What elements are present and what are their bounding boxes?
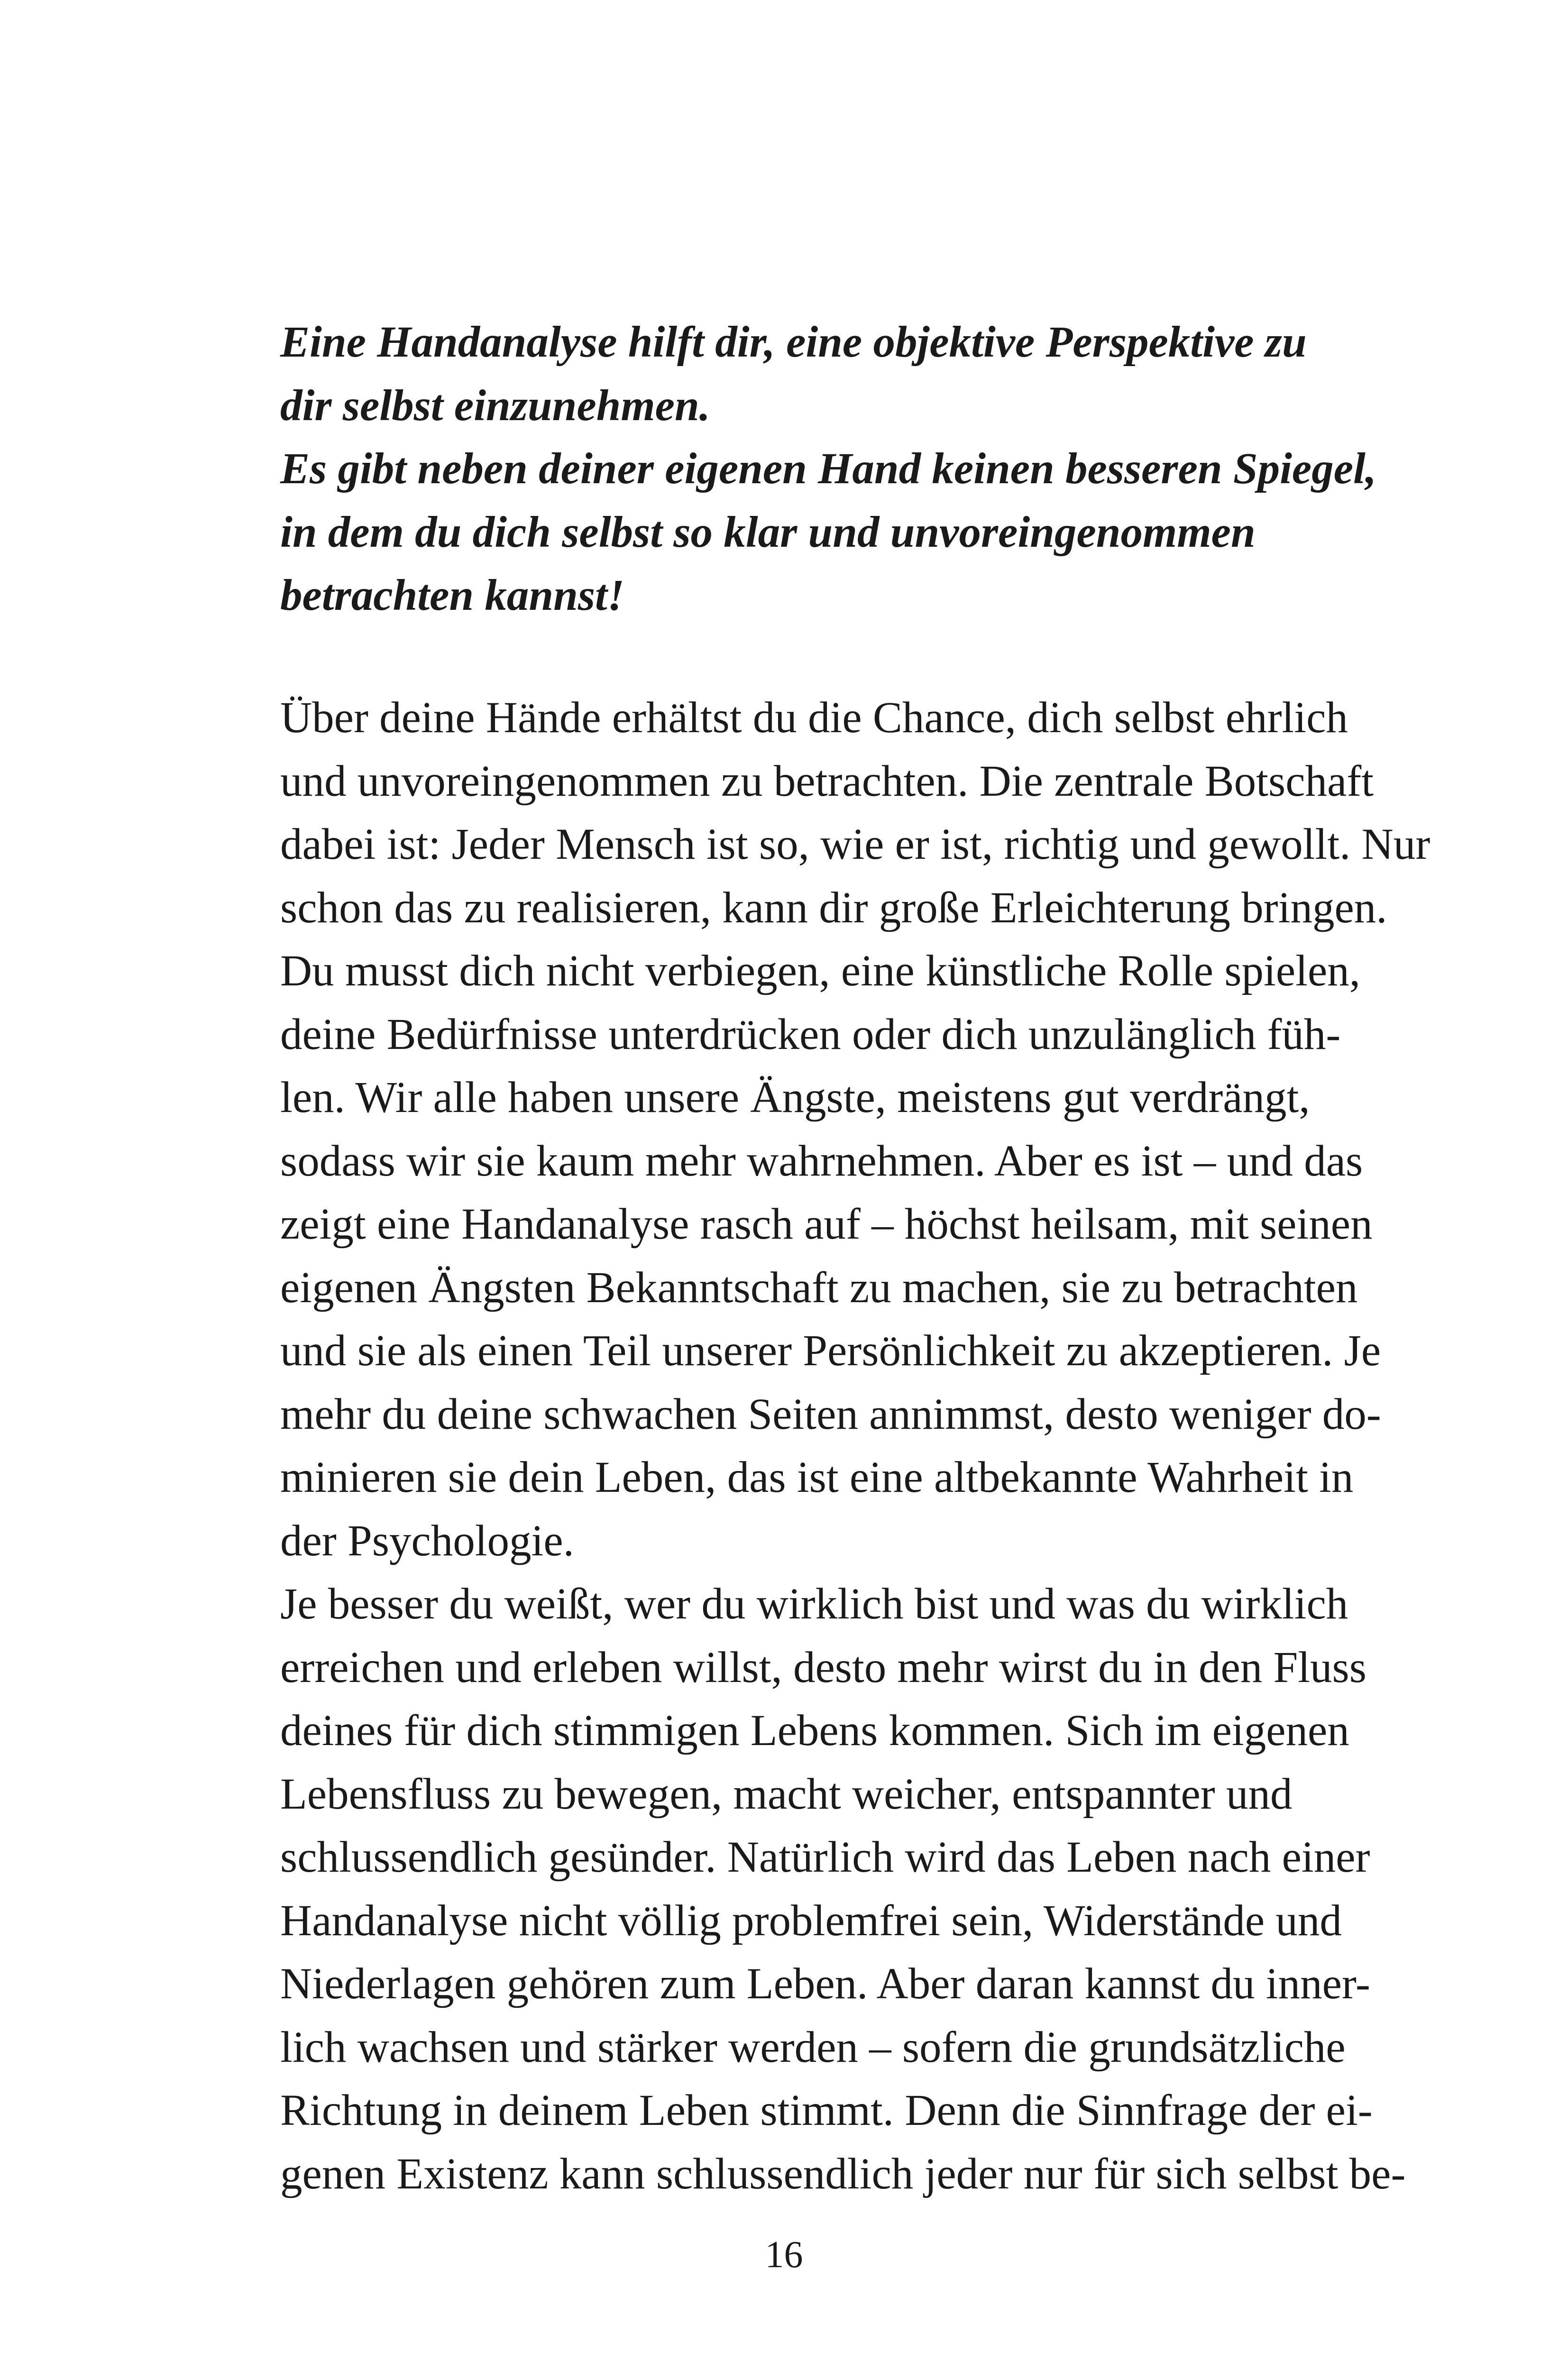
body-line: Niederlagen gehören zum Leben. Aber daran kannst du inner- bbox=[280, 1959, 1370, 2008]
paragraph-1 bbox=[280, 686, 1430, 1572]
body-line: erreichen und erleben willst, desto mehr wirst du in den Fluss bbox=[280, 1643, 1366, 1692]
body-text bbox=[280, 686, 1430, 2206]
body-line: Lebensfluss zu bewegen, macht weicher, entspannter und bbox=[280, 1769, 1293, 1819]
intro-line: dir selbst einzunehmen. bbox=[280, 381, 710, 430]
body-line: und unvoreingenommen zu betrachten. Die zentrale Botschaft bbox=[280, 756, 1374, 806]
body-line: Du musst dich nicht verbiegen, eine künstliche Rolle spielen, bbox=[280, 947, 1361, 995]
body-line: und sie als einen Teil unserer Persönlichkeit zu akzeptieren. Je bbox=[280, 1326, 1381, 1375]
body-line: Handanalyse nicht völlig problemfrei sein, Widerstände und bbox=[280, 1896, 1342, 1945]
body-line: Richtung in deinem Leben stimmt. Denn die Sinnfrage der ei- bbox=[280, 2086, 1373, 2135]
body-line: Über deine Hände erhältst du die Chance, dich selbst ehrlich bbox=[280, 693, 1348, 742]
intro-line: in dem du dich selbst so klar und unvoreingenommen bbox=[280, 507, 1256, 557]
body-line: minieren sie dein Leben, das ist eine altbekannte Wahrheit in bbox=[280, 1453, 1354, 1502]
body-line: schlussendlich gesünder. Natürlich wird das Leben nach einer bbox=[280, 1833, 1370, 1882]
intro-line: Eine Handanalyse hilft dir, eine objektive Perspektive zu bbox=[280, 318, 1307, 367]
body-line: deine Bedürfnisse unterdrücken oder dich unzulänglich füh- bbox=[280, 1010, 1341, 1059]
body-line: deines für dich stimmigen Lebens kommen. Sich im eigenen bbox=[280, 1706, 1349, 1755]
paragraph-2 bbox=[280, 1572, 1406, 2206]
body-line: eigenen Ängsten Bekanntschaft zu machen, sie zu betrachten bbox=[280, 1263, 1358, 1312]
intro-line: Es gibt neben deiner eigenen Hand keinen besseren Spiegel, bbox=[280, 444, 1377, 493]
body-line: Je besser du weißt, wer du wirklich bist und was du wirklich bbox=[280, 1580, 1348, 1628]
body-line: der Psychologie. bbox=[280, 1516, 574, 1565]
body-line: lich wachsen und stärker werden – sofern die grundsätzliche bbox=[280, 2022, 1346, 2072]
body-line: dabei ist: Jeder Mensch ist so, wie er ist, richtig und gewollt. Nur bbox=[280, 820, 1430, 869]
intro-line: betrachten kannst! bbox=[280, 571, 625, 620]
body-line: genen Existenz kann schlussendlich jeder nur für sich selbst be- bbox=[280, 2149, 1406, 2198]
body-line: len. Wir alle haben unsere Ängste, meistens gut verdrängt, bbox=[280, 1073, 1310, 1122]
page-number: 16 bbox=[765, 2234, 803, 2276]
body-line: schon das zu realisieren, kann dir große Erleichterung bringen. bbox=[280, 883, 1387, 932]
body-line: mehr du deine schwachen Seiten annimmst, desto weniger do- bbox=[280, 1389, 1381, 1439]
body-line: zeigt eine Handanalyse rasch auf – höchst heilsam, mit seinen bbox=[280, 1200, 1373, 1249]
body-line: sodass wir sie kaum mehr wahrnehmen. Aber es ist – und das bbox=[280, 1136, 1363, 1186]
intro-highlight bbox=[280, 311, 1377, 627]
